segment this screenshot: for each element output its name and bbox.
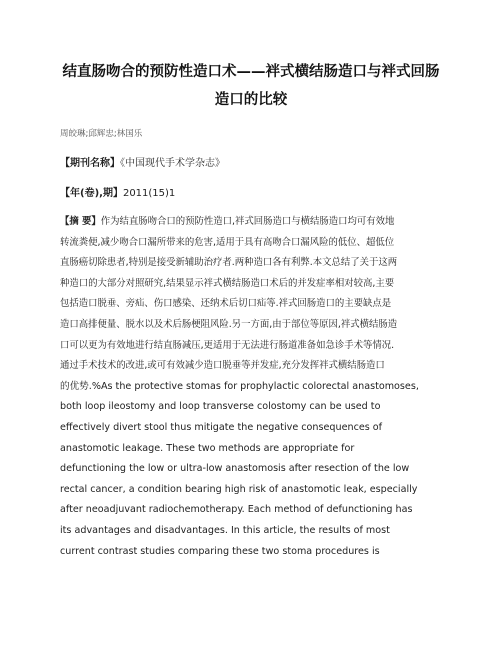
abstract-line: rectal cancer, a condition bearing high risk of anastomotic leak, especially [60,483,418,495]
abstract-label: 【摘 要】 [60,216,101,227]
year-value: 2011(15)1 [122,188,176,199]
article-title-line-2: 造口的比较 [214,92,288,108]
abstract-line: 造口高排便量、脱水以及术后肠梗阻风险.另一方面,由于部位等原因,袢式横结肠造 [60,318,398,330]
journal-name: 《中国现代手术学杂志》 [120,158,225,169]
abstract-line: effectively divert stool thus mitigate the negative consequences of [60,421,383,433]
article-title-line-1: 结直肠吻合的预防性造口术——袢式横结肠造口与袢式回肠 [62,64,440,80]
abstract-line: 的优势.%As the protective stomas for prophylactic colorectal anastomoses, [60,380,419,392]
journal-field [60,154,225,169]
abstract-line: 口可以更为有效地进行结直肠减压,更适用于无法进行肠道准备如急诊手术等情况. [60,339,395,351]
abstract-line: defunctioning the low or ultra-low anastomosis after resection of the low [60,463,410,475]
journal-label: 【期刊名称】 [60,158,120,169]
abstract-line: both loop ileostomy and loop transverse colostomy can be used to [60,401,381,413]
abstract-line: current contrast studies comparing these two stoma procedures is [60,545,380,557]
author-list: 周皎琳;邱辉忠;林国乐 [60,129,143,139]
abstract-line: 转流粪便,减少吻合口漏所带来的危害,适用于具有高吻合口漏风险的低位、超低位 [60,236,395,248]
abstract-line: its advantages and disadvantages. In this article, the results of most [60,524,390,536]
year-label: 【年(卷),期】 [60,188,123,199]
abstract-line: anastomotic leakage. These two methods are appropriate for [60,442,355,454]
abstract-line: 包括造口脱垂、旁疝、伤口感染、还纳术后切口疝等.袢式回肠造口的主要缺点是 [60,298,392,310]
abstract-line: 直肠癌切除患者,特别是接受新辅助治疗者.两种造口各有利弊.本文总结了关于这两 [60,257,398,269]
year-volume-issue-field [60,184,175,199]
abstract [60,212,442,562]
abstract-line: after neoadjuvant radiochemotherapy. Each method of defunctioning has [60,504,413,516]
article-title [60,58,442,114]
abstract-line: 通过手术技术的改进,或可有效减少造口脱垂等并发症,充分发挥袢式横结肠造口 [60,360,385,372]
abstract-line: 【摘 要】作为结直肠吻合口的预防性造口,袢式回肠造口与横结肠造口均可有效地 [60,216,395,227]
abstract-line: 种造口的大部分对照研究,结果显示袢式横结肠造口术后的并发症率相对较高,主要 [60,277,395,289]
